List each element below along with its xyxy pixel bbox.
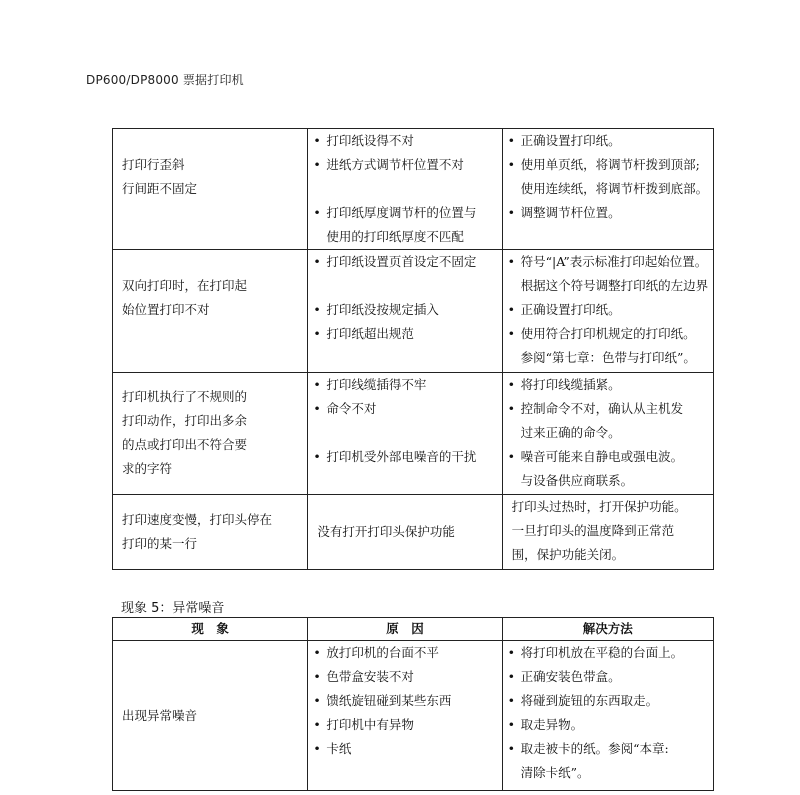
column-header-symptom: 现 象 bbox=[113, 618, 308, 641]
solution-text: 使用单页纸，将调节杆拨到顶部; bbox=[520, 157, 700, 172]
cause-text: 打印线缆插得不牢 bbox=[326, 377, 427, 392]
symptom-line: 打印速度变慢，打印头停在 bbox=[122, 512, 273, 527]
symptom-line: 出现异常噪音 bbox=[122, 707, 198, 723]
cause-text: 进纸方式调节杆位置不对 bbox=[326, 157, 464, 172]
symptom-cell bbox=[113, 495, 308, 570]
solution-text: 打印头过热时，打开保护功能。 bbox=[511, 499, 687, 514]
cause-text: 命令不对 bbox=[326, 401, 377, 416]
noise-table bbox=[112, 617, 714, 791]
cause-text: 打印机受外部电噪音的干扰 bbox=[326, 449, 477, 464]
bullet-icon: • bbox=[313, 205, 321, 220]
bullet-icon: • bbox=[507, 449, 515, 464]
bullet-icon: • bbox=[313, 669, 321, 684]
solution-text: 噪音可能来自静电或强电波。 bbox=[520, 449, 684, 464]
cause-text: 打印纸设得不对 bbox=[326, 133, 414, 148]
bullet-icon: • bbox=[507, 377, 515, 392]
symptom-cell bbox=[113, 373, 308, 495]
solution-text: 调整调节杆位置。 bbox=[520, 205, 621, 220]
cause-cell bbox=[308, 495, 502, 570]
cause-text: 卡纸 bbox=[326, 741, 352, 756]
cause-text: 放打印机的台面不平 bbox=[326, 645, 439, 660]
symptom-cell bbox=[113, 250, 308, 373]
symptom-line: 打印的某一行 bbox=[122, 536, 198, 551]
bullet-icon: • bbox=[507, 133, 515, 148]
symptom-line: 双向打印时，在打印起 bbox=[122, 278, 248, 293]
symptom-line: 打印动作，打印出多余 bbox=[122, 413, 248, 428]
solution-text: 围，保护功能关闭。 bbox=[511, 547, 625, 562]
bullet-icon: • bbox=[507, 717, 515, 732]
table-row bbox=[113, 641, 714, 791]
solution-continuation: 过来正确的命令。 bbox=[520, 425, 621, 440]
bullet-icon: • bbox=[313, 449, 321, 464]
solution-continuation: 根据这个符号调整打印纸的左边界 bbox=[520, 278, 709, 293]
bullet-icon: • bbox=[507, 645, 515, 660]
symptom-line: 打印机执行了不规则的 bbox=[122, 389, 248, 404]
solution-text: 使用符合打印机规定的打印纸。 bbox=[520, 326, 696, 341]
cause-text: 打印机中有异物 bbox=[326, 717, 414, 732]
troubleshooting-table bbox=[112, 128, 714, 570]
solution-continuation: 使用连续纸，将调节杆拨到底部。 bbox=[520, 181, 709, 196]
solution-cell bbox=[502, 250, 713, 373]
header-row bbox=[113, 618, 714, 641]
bullet-icon: • bbox=[313, 717, 321, 732]
cause-cell bbox=[308, 373, 502, 495]
bullet-icon: • bbox=[313, 302, 321, 317]
cause-text: 色带盒安装不对 bbox=[326, 669, 414, 684]
solution-text: 将打印机放在平稳的台面上。 bbox=[520, 645, 684, 660]
column-header-cause: 原 因 bbox=[308, 618, 502, 641]
symptom-line: 求的字符 bbox=[122, 461, 173, 476]
column-header-solution: 解决方法 bbox=[502, 618, 713, 641]
cause-cell bbox=[308, 250, 502, 373]
solution-cell bbox=[502, 641, 713, 791]
solution-text: 将碰到旋钮的东西取走。 bbox=[520, 693, 659, 708]
symptom-cell bbox=[113, 129, 308, 250]
bullet-icon: • bbox=[313, 645, 321, 660]
bullet-icon: • bbox=[507, 302, 515, 317]
solution-cell bbox=[502, 495, 713, 570]
cause-text: 打印纸没按规定插入 bbox=[326, 302, 439, 317]
cause-text: 打印纸超出规范 bbox=[326, 326, 414, 341]
cause-text: 打印纸设置页首设定不固定 bbox=[326, 254, 477, 269]
solution-continuation: 与设备供应商联系。 bbox=[520, 473, 634, 488]
bullet-icon: • bbox=[507, 401, 515, 416]
solution-text: 控制命令不对，确认从主机发 bbox=[520, 401, 684, 416]
symptom-line: 行间距不固定 bbox=[122, 181, 198, 196]
bullet-icon: • bbox=[507, 693, 515, 708]
bullet-icon: • bbox=[507, 741, 515, 756]
symptom-line: 始位置打印不对 bbox=[122, 302, 210, 317]
table-row bbox=[113, 129, 714, 250]
solution-text: 正确安装色带盒。 bbox=[520, 669, 621, 684]
solution-cell bbox=[502, 373, 713, 495]
cause-text: 打印纸厚度调节杆的位置与 bbox=[326, 205, 477, 220]
bullet-icon: • bbox=[507, 157, 515, 172]
solution-text: 符号“|A”表示标准打印起始位置。 bbox=[520, 254, 708, 269]
bullet-icon: • bbox=[313, 254, 321, 269]
bullet-icon: • bbox=[507, 254, 515, 269]
bullet-icon: • bbox=[313, 133, 321, 148]
solution-text: 取走被卡的纸。参阅“本章: bbox=[520, 741, 669, 756]
bullet-icon: • bbox=[313, 741, 321, 756]
page-header-title: DP600/DP8000 票据打印机 bbox=[86, 73, 244, 87]
bullet-icon: • bbox=[507, 205, 515, 220]
cause-cell bbox=[308, 129, 502, 250]
bullet-icon: • bbox=[313, 401, 321, 416]
bullet-icon: • bbox=[313, 693, 321, 708]
section-title: 现象 5：异常噪音 bbox=[121, 601, 225, 616]
cause-text: 馈纸旋钮碰到某些东西 bbox=[326, 693, 452, 708]
bullet-icon: • bbox=[507, 669, 515, 684]
symptom-line: 的点或打印出不符合要 bbox=[122, 437, 248, 452]
table-row bbox=[113, 373, 714, 495]
table-row bbox=[113, 495, 714, 570]
solution-text: 一旦打印头的温度降到正常范 bbox=[511, 523, 675, 538]
bullet-icon: • bbox=[507, 326, 515, 341]
table-row bbox=[113, 250, 714, 373]
bullet-icon: • bbox=[313, 326, 321, 341]
cause-text: 没有打开打印头保护功能 bbox=[317, 524, 455, 539]
bullet-icon: • bbox=[313, 157, 321, 172]
symptom-line: 打印行歪斜 bbox=[122, 157, 185, 172]
solution-cell bbox=[502, 129, 713, 250]
bullet-icon: • bbox=[313, 377, 321, 392]
solution-text: 取走异物。 bbox=[520, 717, 584, 732]
solution-continuation: 参阅“第七章：色带与打印纸”。 bbox=[520, 350, 696, 365]
solution-continuation: 清除卡纸”。 bbox=[520, 765, 590, 780]
cause-cell bbox=[308, 641, 502, 791]
cause-continuation: 使用的打印纸厚度不匹配 bbox=[326, 229, 464, 244]
symptom-cell bbox=[113, 641, 308, 791]
solution-text: 将打印线缆插紧。 bbox=[520, 377, 621, 392]
solution-text: 正确设置打印纸。 bbox=[520, 302, 621, 317]
solution-text: 正确设置打印纸。 bbox=[520, 133, 621, 148]
